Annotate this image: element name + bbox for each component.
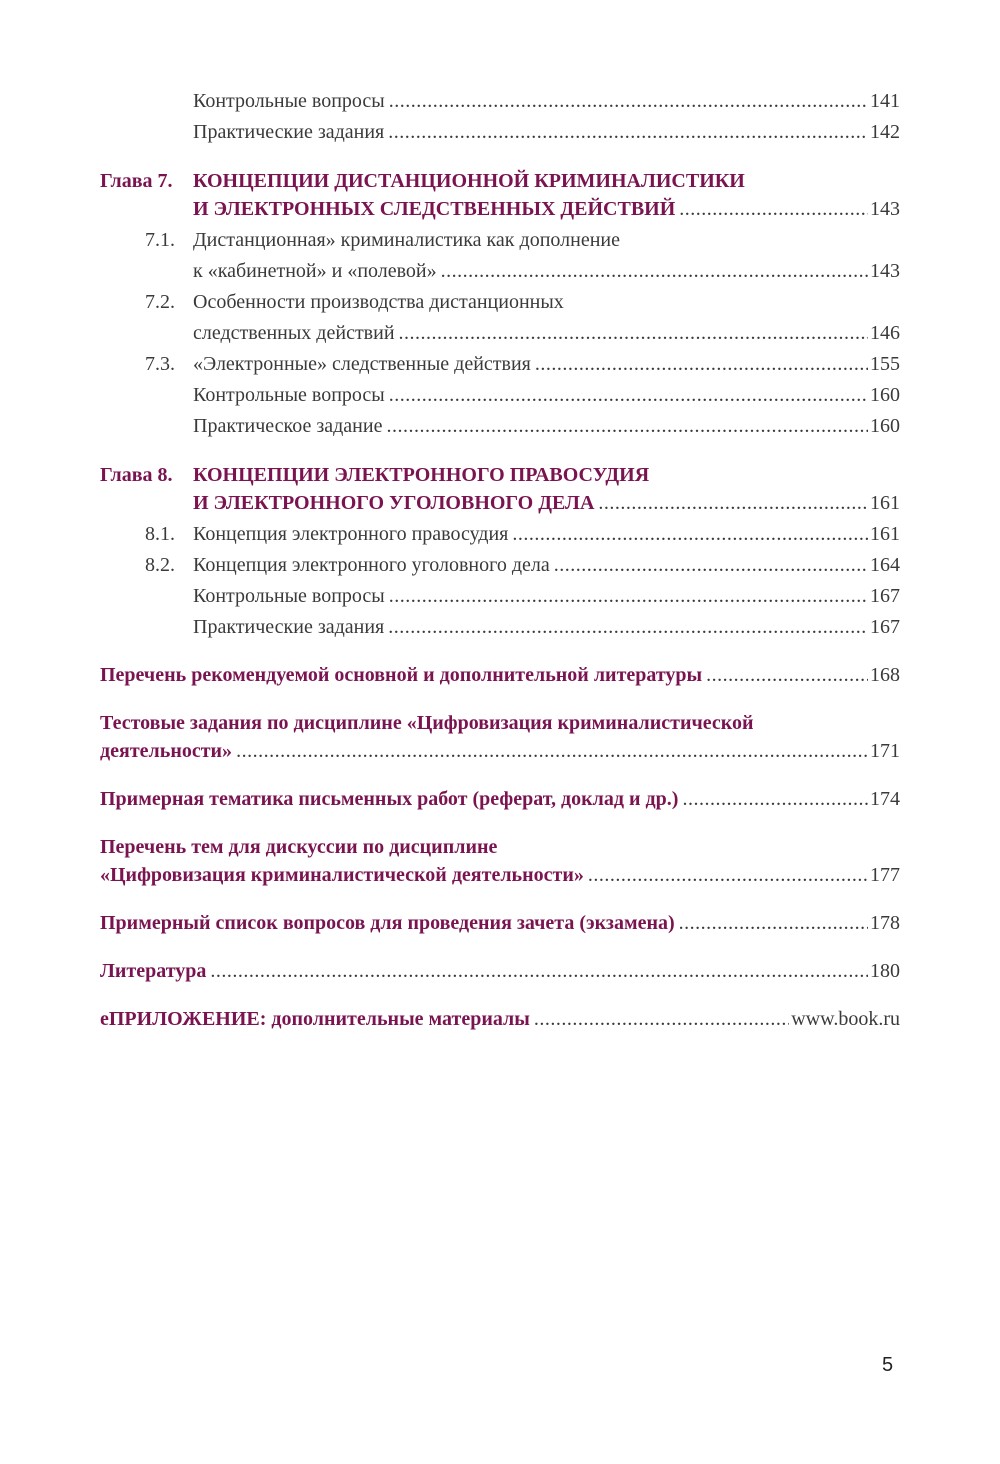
back-matter-entry[interactable]: еПРИЛОЖЕНИЕ: дополнительные материалы ..... www.book.ru bbox=[100, 1004, 900, 1035]
section-number: 7.2. bbox=[145, 291, 175, 313]
external-link[interactable]: www.book.ru bbox=[791, 1008, 900, 1030]
section-number: 7.1. bbox=[145, 229, 175, 251]
page-ref: 167 bbox=[870, 616, 900, 638]
page-ref: 142 bbox=[870, 121, 900, 143]
page-ref: 160 bbox=[870, 384, 900, 406]
section-entry[interactable]: 8.2. Концепция электронного уголовного дела ..... 164 bbox=[100, 550, 900, 581]
dot-leader bbox=[399, 318, 868, 349]
section-entry-cont[interactable]: к «кабинетной» и «полевой» ..... 143 bbox=[100, 256, 900, 287]
dot-leader bbox=[441, 256, 868, 287]
toc-entry[interactable]: Практическое задание ..... 160 bbox=[100, 411, 900, 442]
toc-entry[interactable]: Контрольные вопросы ..... 167 bbox=[100, 581, 900, 612]
dot-leader bbox=[679, 194, 868, 225]
page-ref: 178 bbox=[870, 912, 900, 934]
chapter-block bbox=[100, 460, 900, 643]
page-ref: 168 bbox=[870, 664, 900, 686]
page-ref: 143 bbox=[870, 198, 900, 220]
chapter-heading[interactable] bbox=[100, 166, 900, 197]
dot-leader bbox=[554, 550, 868, 581]
page-ref: 180 bbox=[870, 960, 900, 982]
back-matter-entry[interactable]: Перечень рекомендуемой основной и дополнительной литературы ..... 168 bbox=[100, 660, 900, 691]
page-ref: 171 bbox=[870, 740, 900, 762]
toc-entry[interactable]: Контрольные вопросы ..... 141 bbox=[100, 86, 900, 117]
dot-leader bbox=[236, 736, 868, 767]
dot-leader bbox=[389, 581, 868, 612]
section-entry[interactable]: 7.1. Дистанционная» криминалистика как дополнение bbox=[100, 225, 900, 256]
dot-leader bbox=[389, 380, 868, 411]
section-entry[interactable]: 7.2. Особенности производства дистанционных bbox=[100, 287, 900, 318]
dot-leader bbox=[598, 488, 868, 519]
page-number: 5 bbox=[882, 1354, 894, 1376]
back-matter-entry[interactable]: Примерная тематика письменных работ (реферат, доклад и др.) ..... 174 bbox=[100, 784, 900, 815]
dot-leader bbox=[388, 117, 868, 148]
section-number: 8.1. bbox=[145, 523, 175, 545]
page-ref: 177 bbox=[870, 864, 900, 886]
dot-leader bbox=[534, 1004, 789, 1035]
page-ref: 167 bbox=[870, 585, 900, 607]
toc-entry[interactable]: Контрольные вопросы ..... 160 bbox=[100, 380, 900, 411]
chapter-heading[interactable] bbox=[100, 460, 900, 491]
back-matter-entry-cont[interactable]: «Цифровизация криминалистической деятельности» ..... 177 bbox=[100, 860, 900, 891]
chapter-title: КОНЦЕПЦИИ ЭЛЕКТРОННОГО ПРАВОСУДИЯ bbox=[193, 464, 650, 486]
dot-leader bbox=[535, 349, 868, 380]
page-ref: 143 bbox=[870, 260, 900, 282]
chapter-block bbox=[100, 166, 900, 442]
back-matter-entry-cont[interactable]: деятельности» ..... 171 bbox=[100, 736, 900, 767]
section-entry-cont[interactable]: следственных действий ..... 146 bbox=[100, 318, 900, 349]
dot-leader bbox=[388, 612, 868, 643]
dot-leader bbox=[682, 784, 868, 815]
section-number: 7.3. bbox=[145, 353, 175, 375]
dot-leader bbox=[679, 908, 868, 939]
page-ref: 146 bbox=[870, 322, 900, 344]
page-ref: 174 bbox=[870, 788, 900, 810]
dot-leader bbox=[210, 956, 868, 987]
section-entry[interactable]: 8.1. Концепция электронного правосудия ..... 161 bbox=[100, 519, 900, 550]
toc-entry[interactable]: Практические задания ..... 142 bbox=[100, 117, 900, 148]
chapter-title: КОНЦЕПЦИИ ДИСТАНЦИОННОЙ КРИМИНАЛИСТИКИ bbox=[193, 170, 745, 192]
chapter-heading-cont[interactable] bbox=[100, 488, 900, 519]
back-matter-entry[interactable]: Тестовые задания по дисциплине «Цифровизация криминалистической bbox=[100, 712, 754, 734]
chapter-title: И ЭЛЕКТРОННОГО УГОЛОВНОГО ДЕЛА bbox=[193, 492, 595, 514]
chapter-label: Глава 8. bbox=[100, 464, 173, 486]
back-matter-entry[interactable]: Примерный список вопросов для проведения зачета (экзамена) ..... 178 bbox=[100, 908, 900, 939]
section-entry[interactable]: 7.3. «Электронные» следственные действия ..... 155 bbox=[100, 349, 900, 380]
chapter-title: И ЭЛЕКТРОННЫХ СЛЕДСТВЕННЫХ ДЕЙСТВИЙ bbox=[193, 198, 676, 220]
page-ref: 161 bbox=[870, 523, 900, 545]
back-matter-entry[interactable]: Перечень тем для дискуссии по дисциплине bbox=[100, 836, 498, 858]
page-ref: 164 bbox=[870, 554, 900, 576]
toc-entry[interactable]: Практические задания ..... 167 bbox=[100, 612, 900, 643]
dot-leader bbox=[512, 519, 868, 550]
chapter-heading-cont[interactable] bbox=[100, 194, 900, 225]
dot-leader bbox=[389, 86, 868, 117]
back-matter-entry[interactable]: Литература ..... 180 bbox=[100, 956, 900, 987]
chapter-label: Глава 7. bbox=[100, 170, 173, 192]
page-ref: 141 bbox=[870, 90, 900, 112]
page-ref: 161 bbox=[870, 492, 900, 514]
table-of-contents bbox=[100, 86, 900, 1035]
section-number: 8.2. bbox=[145, 554, 175, 576]
dot-leader bbox=[386, 411, 868, 442]
page-ref: 155 bbox=[870, 353, 900, 375]
dot-leader bbox=[588, 860, 868, 891]
page-ref: 160 bbox=[870, 415, 900, 437]
dot-leader bbox=[706, 660, 868, 691]
